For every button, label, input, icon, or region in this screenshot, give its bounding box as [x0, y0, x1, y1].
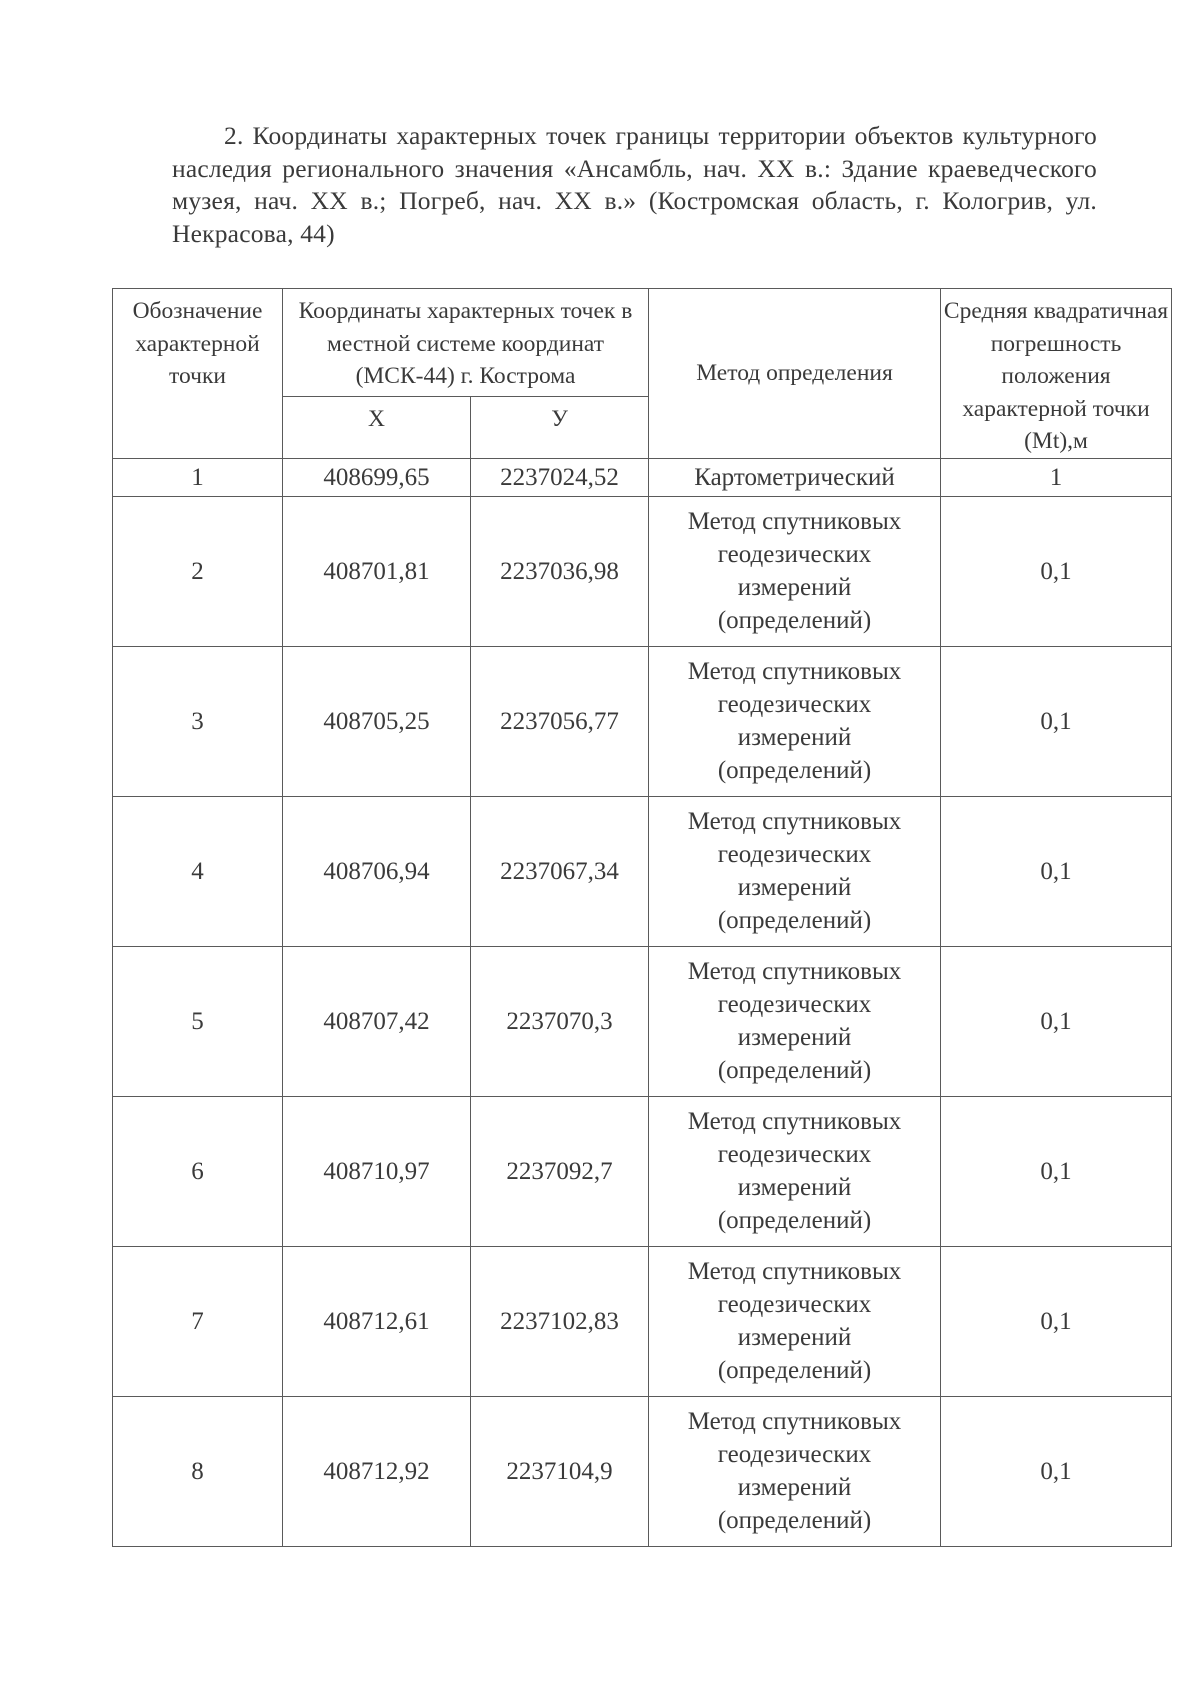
y-cell: 2237067,34	[471, 796, 649, 946]
point-cell: 1	[113, 458, 283, 496]
method-text: Метод спутниковых геодезических измерений (определений)	[687, 658, 902, 784]
header-point-cell: Обозначение характерной точки	[113, 289, 283, 459]
method-cell	[649, 1396, 941, 1546]
header-coords-group-cell: Координаты характерных точек в местной системе координат (МСК-44) г. Кострома	[283, 289, 649, 397]
point-cell: 2	[113, 496, 283, 646]
x-cell: 408701,81	[283, 496, 471, 646]
point-cell: 7	[113, 1246, 283, 1396]
point-cell: 8	[113, 1396, 283, 1546]
table-row	[113, 1096, 1172, 1246]
error-cell: 0,1	[941, 1246, 1172, 1396]
coordinates-table	[112, 288, 1172, 1547]
coordinates-table-body	[113, 289, 1172, 1547]
x-cell: 408712,92	[283, 1396, 471, 1546]
x-cell: 408712,61	[283, 1246, 471, 1396]
table-row	[113, 1246, 1172, 1396]
header-method-cell: Метод определения	[649, 289, 941, 459]
method-text: Метод спутниковых геодезических измерений (определений)	[687, 508, 902, 634]
error-cell: 0,1	[941, 946, 1172, 1096]
method-text: Метод спутниковых геодезических измерений (определений)	[687, 1108, 902, 1234]
method-cell	[649, 946, 941, 1096]
table-row	[113, 496, 1172, 646]
y-cell: 2237056,77	[471, 646, 649, 796]
method-cell	[649, 646, 941, 796]
error-cell: 0,1	[941, 1096, 1172, 1246]
x-cell: 408706,94	[283, 796, 471, 946]
y-cell: 2237104,9	[471, 1396, 649, 1546]
method-cell: Картометрический	[649, 458, 941, 496]
error-cell: 0,1	[941, 496, 1172, 646]
method-cell	[649, 1246, 941, 1396]
point-cell: 5	[113, 946, 283, 1096]
x-cell: 408710,97	[283, 1096, 471, 1246]
table-row	[113, 1396, 1172, 1546]
y-cell: 2237070,3	[471, 946, 649, 1096]
table-row	[113, 646, 1172, 796]
y-cell: 2237092,7	[471, 1096, 649, 1246]
error-cell: 0,1	[941, 1396, 1172, 1546]
x-cell: 408699,65	[283, 458, 471, 496]
x-cell: 408707,42	[283, 946, 471, 1096]
table-row	[113, 458, 1172, 496]
header-x-cell: Х	[283, 396, 471, 458]
table-row	[113, 946, 1172, 1096]
y-cell: 2237024,52	[471, 458, 649, 496]
header-y-cell: У	[471, 396, 649, 458]
point-cell: 3	[113, 646, 283, 796]
point-cell: 4	[113, 796, 283, 946]
heading-paragraph: 2. Координаты характерных точек границы территории объектов культурного наследия регионального значения «Ансамбль, нач. XX в.: Здание краеведческого музея, нач. XX в.; Погреб, нач. XX в.» (Костромская область, г. Кологрив, ул. Некрасова, 44)	[172, 121, 1097, 248]
method-cell	[649, 1096, 941, 1246]
error-cell: 1	[941, 458, 1172, 496]
header-error-cell: Средняя квадратичная погрешность положения характерной точки (Mt),м	[941, 289, 1172, 459]
section-heading	[172, 120, 1097, 250]
method-text: Метод спутниковых геодезических измерений (определений)	[687, 808, 902, 934]
x-cell: 408705,25	[283, 646, 471, 796]
table-header-row	[113, 289, 1172, 397]
method-cell	[649, 496, 941, 646]
table-row	[113, 796, 1172, 946]
method-text: Метод спутниковых геодезических измерений (определений)	[687, 958, 902, 1084]
point-cell: 6	[113, 1096, 283, 1246]
method-text: Метод спутниковых геодезических измерений (определений)	[687, 1258, 902, 1384]
error-cell: 0,1	[941, 796, 1172, 946]
error-cell: 0,1	[941, 646, 1172, 796]
y-cell: 2237036,98	[471, 496, 649, 646]
method-text: Метод спутниковых геодезических измерений (определений)	[687, 1408, 902, 1534]
y-cell: 2237102,83	[471, 1246, 649, 1396]
method-cell	[649, 796, 941, 946]
